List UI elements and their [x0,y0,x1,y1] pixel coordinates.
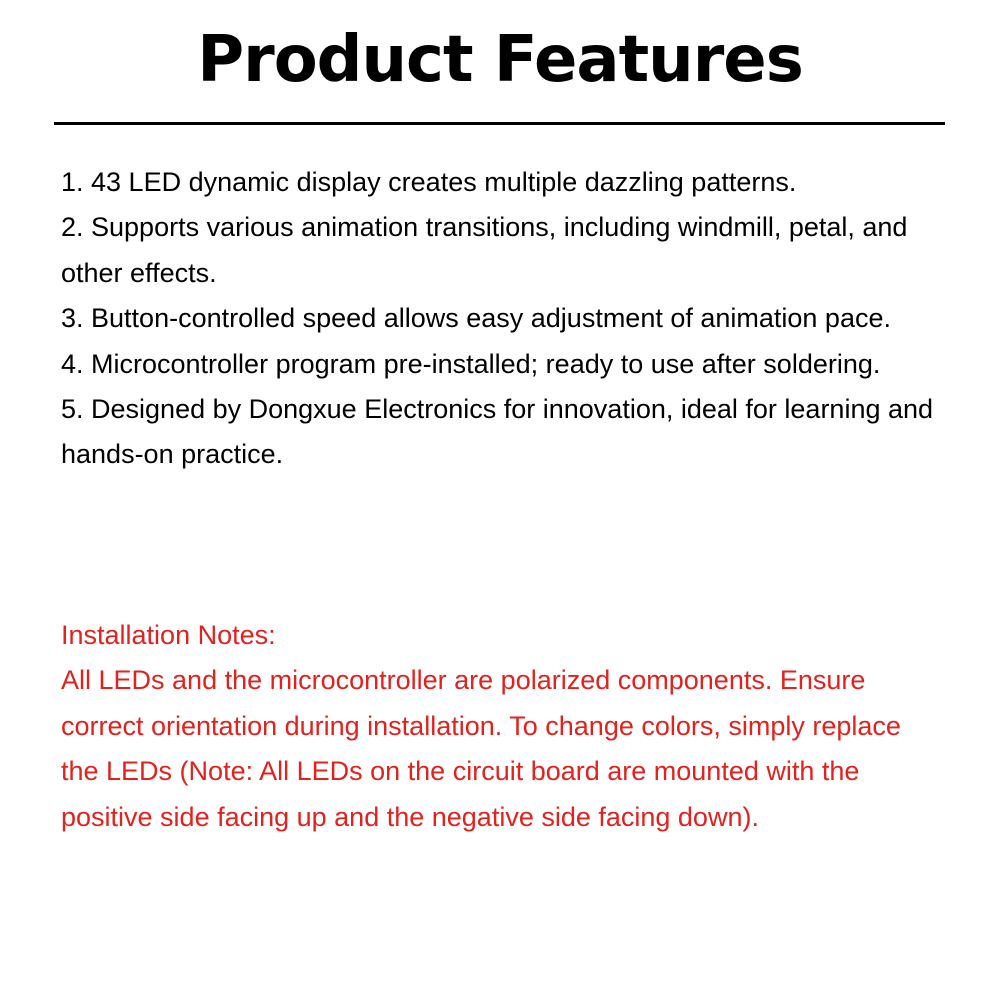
feature-item-3: 3. Button-controlled speed allows easy adjustment of animation pace. [61,303,891,334]
feature-item-1: 1. 43 LED dynamic display creates multiple dazzling patterns. [61,167,797,197]
feature-item-4: 4. Microcontroller program pre-installed; ready to use after soldering. [61,348,881,379]
installation-notes-heading: Installation Notes: [61,620,276,650]
title-divider [54,122,945,125]
installation-notes [61,613,941,840]
feature-item-2: 2. Supports various animation transitions, including windmill, petal, and other effects. [61,212,908,288]
page-title: Product Features [197,23,803,97]
feature-item-5: 5. Designed by Dongxue Electronics for innovation, ideal for learning and hands-on practice. [61,394,934,470]
installation-notes-body: All LEDs and the microcontroller are polarized components. Ensure correct orientation during installation. To change colors, simply replace the LEDs (Note: All LEDs on the circuit board are mounted with the positive side facing up and the negative side facing down). [61,665,901,832]
feature-list [61,160,941,478]
